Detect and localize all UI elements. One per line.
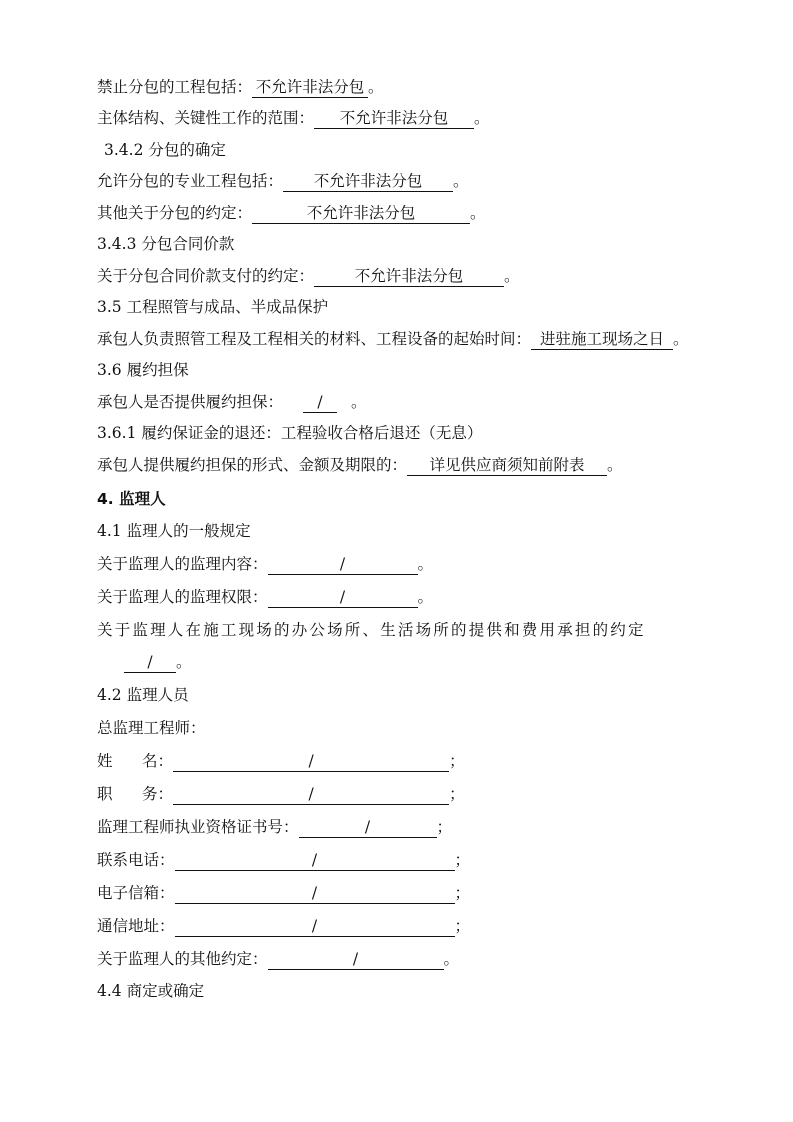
clause-prohibited-subcontract — [97, 76, 384, 98]
chief-engineer-license — [97, 816, 452, 838]
clause-supervision-content — [97, 553, 433, 575]
field-end: 。 — [470, 204, 486, 222]
field-label: 其他关于分包的约定： — [97, 204, 253, 222]
field-end: ； — [436, 818, 453, 836]
clause-other-subcontract — [97, 202, 486, 224]
field-value: / — [175, 850, 455, 871]
chief-engineer-name — [97, 750, 465, 772]
heading-4-4: 4.4 商定或确定 — [97, 982, 205, 1000]
field-label: 通信地址： — [97, 917, 175, 935]
field-value: 不允许非法分包 — [252, 77, 368, 98]
field-label: 关于分包合同价款支付的约定： — [97, 267, 315, 285]
field-value: / — [268, 587, 418, 608]
clause-allowed-subcontract — [97, 170, 469, 192]
field-end: 。 — [417, 555, 434, 573]
heading-3-6-1: 3.6.1 履约保证金的退还：工程验收合格后退还（无息） — [97, 424, 483, 442]
field-label: 承包人是否提供履约担保： — [97, 393, 284, 411]
heading-4-supervisor: 4. 监理人 — [97, 490, 166, 508]
heading-3-6: 3.6 履约担保 — [97, 361, 189, 379]
field-label: 关于监理人的监理权限： — [97, 588, 268, 606]
chief-engineer-address — [97, 915, 470, 937]
field-end: 。 — [351, 393, 367, 411]
field-end: 。 — [417, 588, 434, 606]
clause-supervision-authority — [97, 586, 433, 608]
field-value: / — [268, 554, 418, 575]
field-label: 承包人提供履约担保的形式、金额及期限的： — [97, 456, 408, 474]
field-end: 。 — [474, 109, 490, 127]
field-value: 不允许非法分包 — [314, 266, 504, 287]
field-value: 详见供应商须知前附表 — [407, 455, 607, 476]
field-end: 。 — [176, 653, 192, 671]
clause-supervisor-other — [97, 948, 459, 970]
field-end: 。 — [504, 267, 520, 285]
field-label: 电子信箱： — [97, 884, 175, 902]
clause-office-site-value — [124, 651, 192, 673]
field-value: / — [124, 652, 176, 673]
heading-4-1: 4.1 监理人的一般规定 — [97, 522, 251, 540]
field-end: ； — [449, 752, 465, 770]
field-label: 允许分包的专业工程包括： — [97, 172, 284, 190]
field-value: / — [173, 751, 449, 772]
heading-3-4-2: 3.4.2 分包的确定 — [104, 141, 226, 159]
field-label: 联系电话： — [97, 851, 175, 869]
heading-3-5: 3.5 工程照管与成品、半成品保护 — [97, 298, 329, 316]
field-value: / — [303, 392, 337, 413]
chief-engineer-phone — [97, 849, 470, 871]
field-end: 。 — [673, 330, 689, 348]
heading-4-2: 4.2 监理人员 — [97, 686, 189, 704]
field-value: 不允许非法分包 — [314, 108, 474, 129]
field-label: 职 务： — [97, 785, 174, 803]
field-value: / — [299, 817, 437, 838]
field-label: 姓 名： — [97, 752, 174, 770]
clause-office-site: 关于监理人在施工现场的办公场所、生活场所的提供和费用承担的约定 — [97, 621, 646, 639]
field-value: / — [173, 784, 449, 805]
chief-engineer-heading: 总监理工程师： — [97, 719, 206, 737]
chief-engineer-email — [97, 882, 470, 904]
field-value: 不允许非法分包 — [252, 203, 470, 224]
field-end: ； — [454, 851, 471, 869]
field-value: 不允许非法分包 — [283, 171, 453, 192]
heading-3-4-3: 3.4.3 分包合同价款 — [97, 235, 235, 253]
clause-guarantee-form — [97, 454, 623, 476]
field-end: 。 — [443, 950, 460, 968]
field-label: 禁止分包的工程包括： — [97, 78, 253, 96]
field-label: 关于监理人的监理内容： — [97, 555, 268, 573]
field-value: / — [175, 883, 455, 904]
field-label: 监理工程师执业资格证书号： — [97, 818, 299, 836]
field-end: 。 — [368, 78, 384, 96]
field-end: ； — [454, 884, 471, 902]
chief-engineer-position — [97, 783, 465, 805]
clause-performance-guarantee — [97, 391, 367, 413]
field-value: 进驻施工现场之日 — [531, 329, 673, 350]
field-label: 承包人负责照管工程及工程相关的材料、工程设备的起始时间： — [97, 330, 532, 348]
field-label: 关于监理人的其他约定： — [97, 950, 268, 968]
field-end: ； — [454, 917, 471, 935]
clause-subcontract-payment — [97, 265, 520, 287]
clause-care-start-time — [97, 328, 689, 350]
field-label: 主体结构、关键性工作的范围： — [97, 109, 315, 127]
field-end: 。 — [607, 456, 623, 474]
field-end: ； — [449, 785, 465, 803]
field-value: / — [175, 916, 455, 937]
clause-main-structure-scope — [97, 107, 490, 129]
field-value: / — [268, 949, 444, 970]
field-end: 。 — [453, 172, 469, 190]
